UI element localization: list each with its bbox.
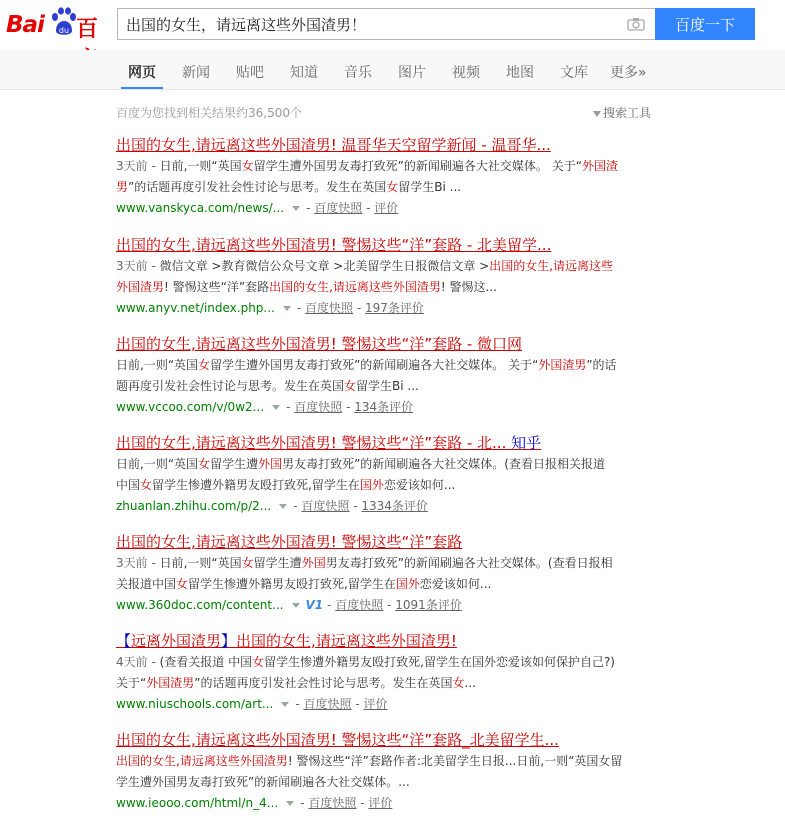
result-date: 3天前 - bbox=[116, 556, 160, 570]
abs-highlight: 女 bbox=[176, 577, 189, 591]
comment-link[interactable]: 1334条评价 bbox=[361, 499, 428, 513]
result-url-line: www.360doc.com/content... V1 - 百度快照 - 1091条评价 bbox=[116, 598, 462, 612]
result-title-text: 出国的女生,请远离这些外国渣男! 警惕这些“洋”套路 - 北... bbox=[116, 434, 512, 452]
abs-text: 关报道中国 bbox=[116, 577, 177, 591]
camera-icon[interactable] bbox=[627, 17, 645, 31]
abs-highlight: 女 bbox=[241, 159, 254, 173]
abs-text: ”的话题再度引发社会性讨论与思考。发生在英国 bbox=[194, 676, 453, 690]
abs-text: ... bbox=[464, 676, 476, 690]
result-abstract bbox=[116, 652, 656, 694]
abs-text: ! 警惕这些“洋”套路 bbox=[164, 280, 270, 294]
abs-highlight: 外国渣男 bbox=[538, 358, 587, 372]
dropdown-arrow-icon[interactable] bbox=[272, 405, 280, 410]
result-url[interactable]: www.360doc.com/content... bbox=[116, 598, 284, 612]
abs-text: 日前,一则“英国 bbox=[116, 457, 199, 471]
abs-text: 中国 bbox=[116, 478, 141, 492]
paw-icon bbox=[50, 7, 76, 37]
abs-text: ! 警惕这... bbox=[440, 280, 497, 294]
comment-link[interactable]: 评价 bbox=[368, 796, 393, 810]
nav-tabs bbox=[0, 50, 785, 90]
result-title[interactable]: 出国的女生,请远离这些外国渣男! 警惕这些“洋”套路 - 微口网 bbox=[116, 335, 523, 353]
abs-highlight: 出国的女生,请远离这些外国渣男 bbox=[116, 754, 288, 768]
abs-text: 日前,一则“英国 bbox=[159, 556, 242, 570]
abs-text: 留学生Bi ... bbox=[356, 379, 419, 393]
snapshot-link[interactable]: 百度快照 bbox=[335, 598, 384, 612]
tab-news[interactable]: 新闻 bbox=[182, 65, 210, 81]
result-item bbox=[116, 532, 656, 615]
abs-text: 留学生遭 bbox=[210, 457, 259, 471]
abs-highlight: 女 bbox=[452, 676, 465, 690]
dropdown-arrow-icon[interactable] bbox=[292, 603, 300, 608]
tab-tieba[interactable]: 贴吧 bbox=[236, 65, 264, 81]
svg-text:du: du bbox=[58, 26, 70, 35]
result-item bbox=[116, 631, 656, 714]
abs-text: 关于“ bbox=[116, 676, 147, 690]
abs-text: 恋爱该如何... bbox=[383, 478, 456, 492]
abs-text: 留学生Bi ... bbox=[398, 180, 462, 194]
tab-more[interactable]: 更多» bbox=[610, 65, 647, 81]
abs-text: 学生遭外国男友毒打致死”的新闻刷遍各大社交媒体。... bbox=[116, 775, 410, 789]
abs-text: 留学生惨遭外籍男友殴打致死,留学生在 bbox=[188, 577, 396, 591]
header bbox=[0, 0, 785, 50]
abs-highlight: 女 bbox=[241, 556, 254, 570]
result-title[interactable]: 出国的女生,请远离这些外国渣男! 警惕这些“洋”套路 bbox=[116, 533, 463, 551]
search-button[interactable]: 百度一下 bbox=[655, 8, 755, 40]
dropdown-arrow-icon[interactable] bbox=[279, 504, 287, 509]
result-url-line: zhuanlan.zhihu.com/p/2... - 百度快照 - 1334条评价 bbox=[116, 499, 428, 513]
result-title-source: 知乎 bbox=[511, 434, 542, 452]
result-item bbox=[116, 235, 656, 318]
abs-text: 留学生惨遭外籍男友殴打致死,留学生在 bbox=[152, 478, 360, 492]
result-url[interactable]: www.ieooo.com/html/n_4... bbox=[116, 796, 279, 810]
tab-video[interactable]: 视频 bbox=[452, 65, 480, 81]
result-url[interactable]: zhuanlan.zhihu.com/p/2... bbox=[116, 499, 272, 513]
logo-text-baidu: 百 bbox=[76, 17, 99, 42]
abs-text: ”的话 bbox=[586, 358, 617, 372]
result-title[interactable]: 出国的女生,请远离这些外国渣男! 温哥华天空留学新闻 - 温哥华... bbox=[116, 136, 551, 154]
comment-link[interactable]: 评价 bbox=[374, 201, 399, 215]
abs-text: 日前,一则“英国 bbox=[116, 358, 199, 372]
dropdown-arrow-icon[interactable] bbox=[292, 206, 300, 211]
active-tab-indicator bbox=[121, 87, 163, 89]
result-abstract bbox=[116, 256, 656, 298]
filter-icon bbox=[593, 111, 601, 117]
dropdown-arrow-icon[interactable] bbox=[281, 702, 289, 707]
title-bracket: 【 bbox=[116, 632, 132, 650]
abs-highlight: 国外 bbox=[359, 478, 384, 492]
abs-text: ! 警惕这些“洋”套路作者:北美留学生日报...日前,一则“英国女留 bbox=[287, 754, 623, 768]
abs-text: 留学生遭外国男友毒打致死”的新闻刷遍各大社交媒体。 关于“ bbox=[253, 159, 582, 173]
result-url[interactable]: www.anyv.net/index.php... bbox=[116, 301, 275, 315]
dropdown-arrow-icon[interactable] bbox=[286, 801, 294, 806]
abs-highlight: 出国的女生,请远离这些 bbox=[489, 259, 614, 273]
snapshot-link[interactable]: 百度快照 bbox=[308, 796, 357, 810]
abs-highlight: 男 bbox=[116, 180, 129, 194]
result-url-line: www.vanskyca.com/news/... - 百度快照 - 评价 bbox=[116, 201, 399, 215]
title-bracket: 】 bbox=[221, 632, 237, 650]
result-title[interactable]: 出国的女生,请远离这些外国渣男! 警惕这些“洋”套路_北美留学生... bbox=[116, 731, 559, 749]
tab-wenku[interactable]: 文库 bbox=[560, 65, 588, 81]
snapshot-link[interactable]: 百度快照 bbox=[303, 697, 352, 711]
logo-text-bai: Bai bbox=[6, 12, 44, 38]
result-title-text: 出国的女生,请远离这些外国渣男! bbox=[236, 632, 457, 650]
search-tools-button[interactable] bbox=[593, 104, 651, 121]
snapshot-link[interactable]: 百度快照 bbox=[301, 499, 350, 513]
snapshot-link[interactable]: 百度快照 bbox=[294, 400, 343, 414]
abs-highlight: 外国 bbox=[301, 556, 326, 570]
abs-text: ”的话题再度引发社会性讨论与思考。发生在英国 bbox=[128, 180, 387, 194]
result-item bbox=[116, 433, 656, 516]
abs-text: (查看关报道 中国 bbox=[159, 655, 253, 669]
result-abstract bbox=[116, 553, 656, 595]
abs-text: 微信文章 >教育微信公众号文章 >北美留学生日报微信文章 > bbox=[159, 259, 490, 273]
tab-music[interactable]: 音乐 bbox=[344, 65, 372, 81]
result-abstract bbox=[116, 156, 656, 198]
abs-highlight: 女 bbox=[386, 180, 399, 194]
result-date: 3天前 - bbox=[116, 159, 160, 173]
result-url-line: www.anyv.net/index.php... - 百度快照 - 197条评价 bbox=[116, 301, 424, 315]
tab-web[interactable]: 网页 bbox=[128, 65, 156, 81]
abs-text: 留学生遭外国男友毒打致死”的新闻刷遍各大社交媒体。 关于“ bbox=[210, 358, 539, 372]
result-title[interactable] bbox=[116, 631, 656, 651]
abs-highlight: 外国渣男 bbox=[116, 280, 165, 294]
tab-map[interactable]: 地图 bbox=[506, 65, 534, 81]
result-count: 百度为您找到相关结果约36,500个 bbox=[116, 106, 302, 120]
result-url-line: www.ieooo.com/html/n_4... - 百度快照 - 评价 bbox=[116, 796, 393, 810]
result-item bbox=[116, 334, 656, 417]
result-title[interactable] bbox=[116, 433, 656, 453]
result-url[interactable]: www.vanskyca.com/news/... bbox=[116, 201, 285, 215]
abs-text: 日前,一则“英国 bbox=[159, 159, 242, 173]
v1-badge-icon[interactable]: V1 bbox=[305, 598, 324, 612]
abs-highlight: 女 bbox=[344, 379, 357, 393]
comment-link[interactable]: 1091条评价 bbox=[395, 598, 462, 612]
comment-link[interactable]: 评价 bbox=[363, 697, 388, 711]
result-url-line: www.vccoo.com/v/0w2... - 百度快照 - 134条评价 bbox=[116, 400, 414, 414]
search-input[interactable] bbox=[126, 9, 616, 39]
result-url-line: www.niuschools.com/art... - 百度快照 - 评价 bbox=[116, 697, 388, 711]
comment-link[interactable]: 197条评价 bbox=[365, 301, 424, 315]
abs-text: 留学生遭 bbox=[253, 556, 302, 570]
abs-highlight: 外国渣男 bbox=[146, 676, 195, 690]
abs-highlight: 出国的女生,请远离这些外国渣男 bbox=[269, 280, 441, 294]
abs-highlight: 女 bbox=[140, 478, 153, 492]
result-url[interactable]: www.niuschools.com/art... bbox=[116, 697, 274, 711]
snapshot-link[interactable]: 百度快照 bbox=[305, 301, 354, 315]
result-title-tag: 远离外国渣男 bbox=[131, 632, 222, 650]
result-abstract bbox=[116, 751, 656, 793]
search-box[interactable] bbox=[117, 8, 655, 40]
result-url[interactable]: www.vccoo.com/v/0w2... bbox=[116, 400, 265, 414]
snapshot-link[interactable]: 百度快照 bbox=[314, 201, 363, 215]
search-tools-label: 搜索工具 bbox=[603, 106, 652, 120]
abs-text: 恋爱该如何... bbox=[419, 577, 492, 591]
result-date: 3天前 - bbox=[116, 259, 160, 273]
result-item bbox=[116, 730, 656, 813]
abs-text: 题再度引发社会性讨论与思考。发生在英国 bbox=[116, 379, 345, 393]
result-item bbox=[116, 135, 656, 218]
abs-highlight: 外国 bbox=[258, 457, 283, 471]
abs-highlight: 女 bbox=[198, 358, 211, 372]
result-title[interactable]: 出国的女生,请远离这些外国渣男! 警惕这些“洋”套路 - 北美留学... bbox=[116, 236, 552, 254]
abs-text: 留学生惨遭外籍男友殴打致死,留学生在国外恋爱该如何保护自己?) bbox=[264, 655, 615, 669]
abs-highlight: 国外 bbox=[395, 577, 420, 591]
abs-highlight: 外国渣 bbox=[581, 159, 618, 173]
tab-zhidao[interactable]: 知道 bbox=[290, 65, 318, 81]
abs-highlight: 女 bbox=[252, 655, 265, 669]
baidu-logo[interactable] bbox=[6, 6, 110, 40]
abs-text: 男友毒打致死”的新闻刷遍各大社交媒体。(查看日报相 bbox=[325, 556, 613, 570]
tab-images[interactable]: 图片 bbox=[398, 65, 426, 81]
result-date: 4天前 - bbox=[116, 655, 160, 669]
abs-highlight: 女 bbox=[198, 457, 211, 471]
abs-text: 男友毒打致死”的新闻刷遍各大社交媒体。(查看日报相关报道 bbox=[282, 457, 605, 471]
comment-link[interactable]: 134条评价 bbox=[354, 400, 414, 414]
result-abstract bbox=[116, 454, 656, 496]
dropdown-arrow-icon[interactable] bbox=[283, 306, 291, 311]
result-abstract bbox=[116, 355, 656, 397]
